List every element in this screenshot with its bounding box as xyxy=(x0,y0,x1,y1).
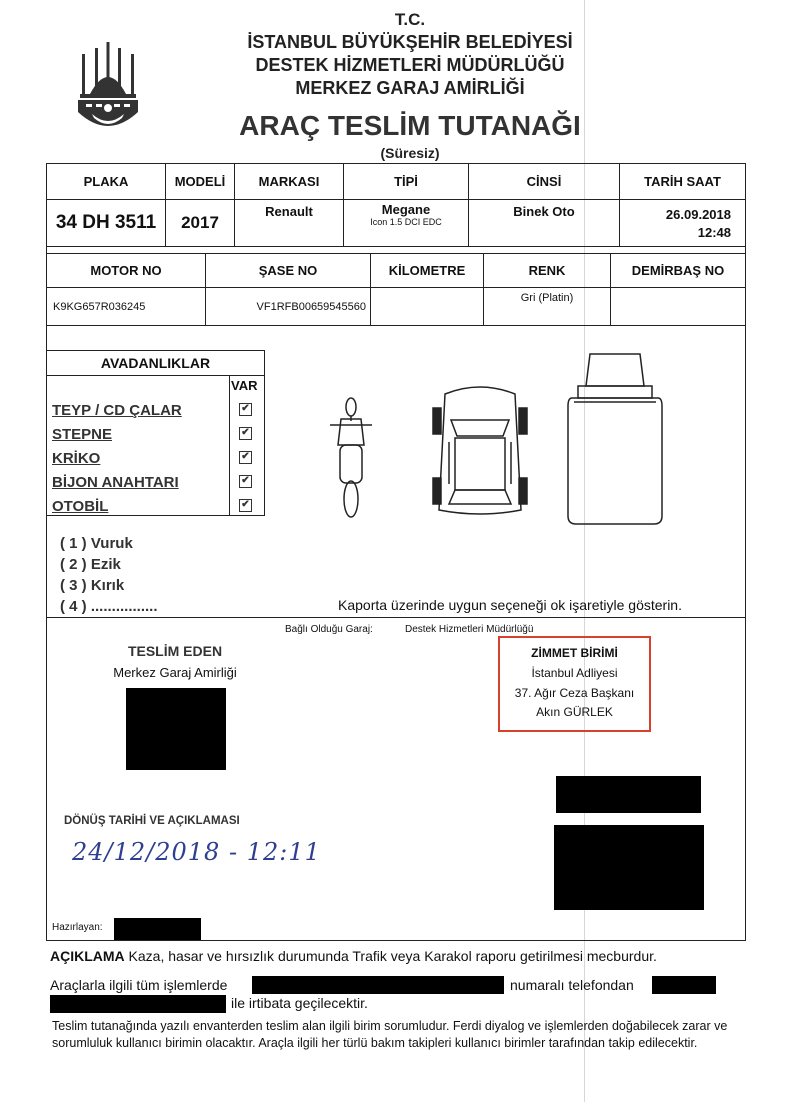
header-model: MODELİ xyxy=(166,164,235,200)
zimmet-title: ZİMMET BİRİMİ xyxy=(531,646,618,660)
engine-table xyxy=(46,253,746,326)
header-sase-no: ŞASE NO xyxy=(206,254,371,288)
tip-cell xyxy=(344,200,469,247)
vehicle-table xyxy=(46,163,746,247)
checkbox-bijon[interactable]: ✔ xyxy=(239,475,252,488)
checkbox-otobil[interactable]: ✔ xyxy=(239,499,252,512)
teslim-eden-title: TESLİM EDEN xyxy=(127,643,223,659)
header-municipality: İSTANBUL BÜYÜKŞEHİR BELEDİYESİ xyxy=(247,32,573,52)
header-renk: RENK xyxy=(484,254,611,288)
redacted-contact xyxy=(50,995,226,1013)
donus-handwritten: 24/12/2018 - 12:11 xyxy=(72,838,321,866)
header-demirbas-no: DEMİRBAŞ NO xyxy=(611,254,746,288)
demirbas-no-value xyxy=(611,288,746,326)
legend-item: ( 2 ) Ezik xyxy=(60,556,121,573)
equipment-item: BİJON ANAHTARI ✔ xyxy=(52,474,242,498)
header-tc: T.C. xyxy=(394,10,426,29)
redacted-block xyxy=(554,825,704,910)
aciklama-line xyxy=(50,948,657,964)
contact-part1: Araçlarla ilgili tüm işlemlerde xyxy=(50,977,228,993)
zimmet-line3: Akın GÜRLEK xyxy=(536,705,613,719)
header-garage: MERKEZ GARAJ AMİRLİĞİ xyxy=(295,78,525,98)
document-title: ARAÇ TESLİM TUTANAĞI xyxy=(239,110,581,141)
ibb-logo xyxy=(72,40,144,140)
header-motor-no: MOTOR NO xyxy=(47,254,206,288)
hazirlayan-label: Hazırlayan: xyxy=(52,922,103,933)
motor-no-value: K9KG657R036245 xyxy=(47,288,206,326)
legend-item: ( 1 ) Vuruk xyxy=(60,535,133,552)
motorcycle-diagram xyxy=(326,395,376,525)
cins-value: Binek Oto xyxy=(469,200,620,247)
header-kilometre: KİLOMETRE xyxy=(371,254,484,288)
equipment-item: TEYP / CD ÇALAR ✔ xyxy=(52,402,242,426)
tarih-saat-cell xyxy=(620,200,746,247)
car-diagram xyxy=(425,380,535,520)
saat-value: 12:48 xyxy=(697,224,731,240)
damage-legend xyxy=(60,533,158,617)
marka-value: Renault xyxy=(235,200,344,247)
garage-value: Destek Hizmetleri Müdürlüğü xyxy=(405,624,534,635)
redacted-preparer xyxy=(114,918,201,940)
redacted-block xyxy=(556,776,701,813)
tarih-value: 26.09.2018 xyxy=(665,206,731,222)
header-marka: MARKASI xyxy=(235,164,344,200)
header-directorate: DESTEK HİZMETLERİ MÜDÜRLÜĞÜ xyxy=(255,55,565,75)
header-cins: CİNSİ xyxy=(469,164,620,200)
contact-part2: numaralı telefondan xyxy=(510,977,634,993)
redacted-contact xyxy=(252,976,504,994)
teslim-eden-value: Merkez Garaj Amirliği xyxy=(113,665,237,680)
garage-label: Bağlı Olduğu Garaj: xyxy=(285,624,373,635)
van-diagram xyxy=(560,350,670,530)
header-plaka: PLAKA xyxy=(47,164,166,200)
kilometre-value xyxy=(371,288,484,326)
legend-item: ( 3 ) Kırık xyxy=(60,577,125,594)
renk-value: Gri (Platin) xyxy=(484,288,611,326)
redacted-phone xyxy=(652,976,716,994)
header-tarih-saat: TARİH SAAT xyxy=(620,164,746,200)
header-tip: TİPİ xyxy=(344,164,469,200)
redacted-signature xyxy=(126,688,226,770)
checkbox-kriko[interactable]: ✔ xyxy=(239,451,252,464)
section-divider xyxy=(46,617,746,618)
donus-label: DÖNÜŞ TARİHİ VE AÇIKLAMASI xyxy=(64,815,240,827)
checkbox-stepne[interactable]: ✔ xyxy=(239,427,252,440)
plaka-value: 34 DH 3511 xyxy=(47,200,166,247)
equipment-item: STEPNE ✔ xyxy=(52,426,242,450)
footer-text: Teslim tutanağında yazılı envanterden teslim alan ilgili birim sorumludur. Ferdi diyalog ve işlemlerden doğabilecek zarar ve sorumluluk kullanıcı birimin olacaktır. Araçla ilgili her türlü bakım takipleri kullanıcı birimler tarafından takip edilecektir. xyxy=(52,1019,728,1050)
checkbox-teyp[interactable]: ✔ xyxy=(239,403,252,416)
var-label: VAR xyxy=(231,378,258,393)
equipment-title: AVADANLIKLAR xyxy=(47,351,264,376)
zimmet-line2: 37. Ağır Ceza Başkanı xyxy=(514,686,635,700)
equipment-item: OTOBİL ✔ xyxy=(52,498,242,522)
document-subtitle: (Süresiz) xyxy=(380,145,440,161)
tip-main: Megane xyxy=(381,202,431,217)
contact-part3: ile irtibata geçilecektir. xyxy=(231,995,368,1011)
aciklama-text: Kaza, hasar ve hırsızlık durumunda Trafik veya Karakol raporu getirilmesi mecburdur. xyxy=(128,948,657,964)
kaporta-note: Kaporta üzerinde uygun seçeneği ok işaretiyle gösterin. xyxy=(338,597,682,613)
tip-sub: Icon 1.5 DCI EDC xyxy=(370,217,442,227)
sase-no-value: VF1RFB00659545560 xyxy=(206,288,371,326)
model-value: 2017 xyxy=(166,200,235,247)
equipment-item: KRİKO ✔ xyxy=(52,450,242,474)
equipment-list xyxy=(52,402,250,522)
aciklama-label: AÇIKLAMA xyxy=(50,948,125,964)
zimmet-line1: İstanbul Adliyesi xyxy=(531,666,618,680)
legend-item: ( 4 ) ................ xyxy=(60,598,158,615)
